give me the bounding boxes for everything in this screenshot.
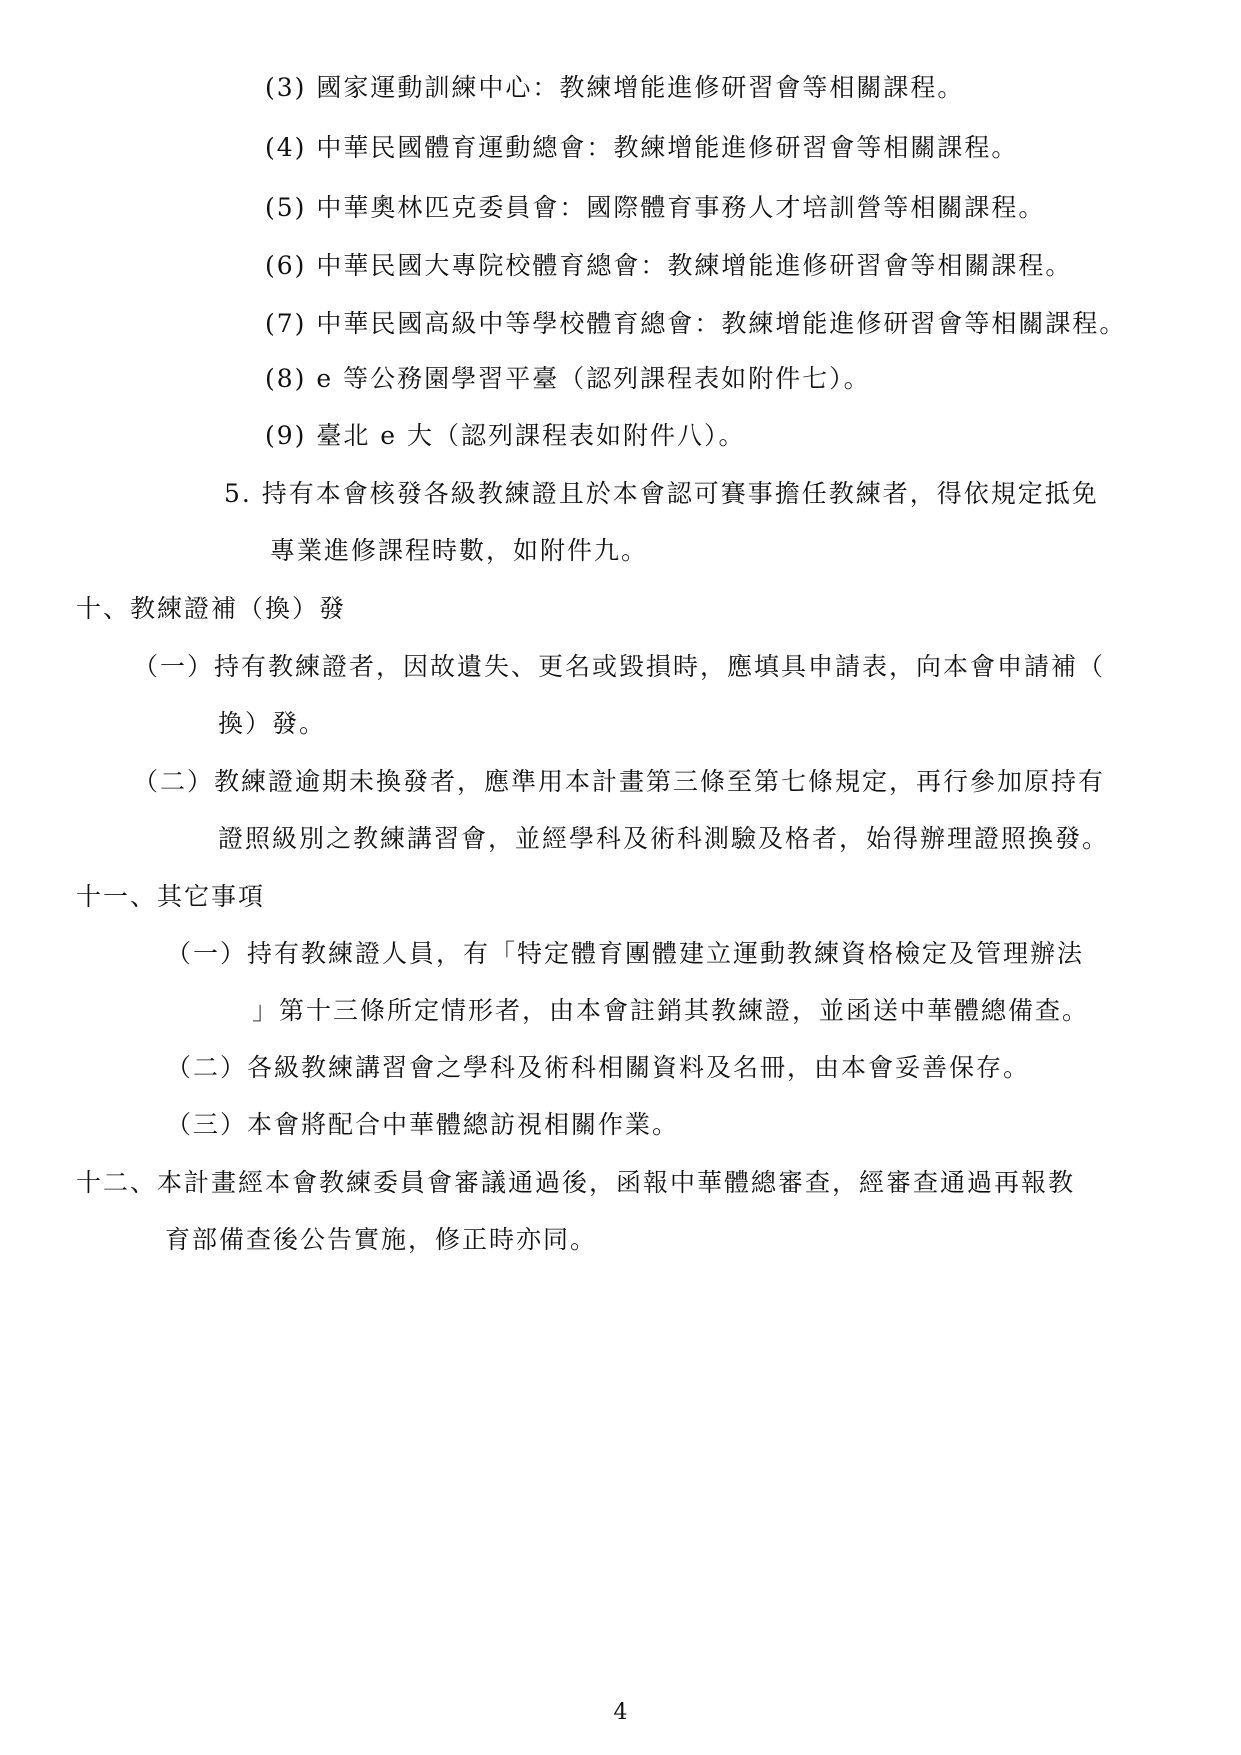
item-5-line-2: 專業進修課程時數，如附件九。 [270,536,649,565]
item-9: (9) 臺北 e 大（認列課程表如附件八）。 [265,421,746,450]
item-5-org: (5) 中華奧林匹克委員會：國際體育事務人才培訓營等相關課程。 [265,193,1046,222]
section-12-line-1: 十二、本計畫經本會教練委員會審議通過後，函報中華體總審查，經審查通過再報教 [76,1168,1076,1197]
section-10-sub-2-line-2: 證照級別之教練講習會，並經學科及術科測驗及格者，始得辦理證照換發。 [218,824,1110,853]
item-7: (7) 中華民國高級中等學校體育總會：教練增能進修研習會等相關課程。 [265,309,1127,338]
section-10-sub-1-line-2: 換）發。 [218,709,327,738]
item-3: (3) 國家運動訓練中心：教練增能進修研習會等相關課程。 [265,73,965,102]
section-11-sub-2: （二）各級教練講習會之學科及術科相關資料及名冊，由本會妥善保存。 [166,1053,1031,1082]
item-4: (4) 中華民國體育運動總會：教練增能進修研習會等相關課程。 [265,133,1019,162]
section-11-sub-3: （三）本會將配合中華體總訪視相關作業。 [166,1110,680,1139]
section-11-sub-1-line-2: 」第十三條所定情形者，由本會註銷其教練證，並函送中華體總備查。 [252,996,1090,1025]
item-6: (6) 中華民國大專院校體育總會：教練增能進修研習會等相關課程。 [265,251,1073,280]
item-5-line-1: 5. 持有本會核發各級教練證且於本會認可賽事擔任教練者，得依規定抵免 [224,479,1099,508]
item-8: (8) e 等公務園學習平臺（認列課程表如附件七）。 [265,364,871,393]
section-10-sub-2-line-1: （二）教練證逾期未換發者，應準用本計畫第三條至第七條規定，再行參加原持有 [133,767,1106,796]
section-12-line-2: 育部備查後公告實施，修正時亦同。 [165,1225,598,1254]
page-number: 4 [613,1700,628,1725]
section-11-title: 十一、其它事項 [76,882,266,911]
section-10-sub-1-line-1: （一）持有教練證者，因故遺失、更名或毀損時，應填具申請表，向本會申請補（ [133,652,1106,681]
section-10-title: 十、教練證補（換）發 [76,594,347,623]
section-11-sub-1-line-1: （一）持有教練證人員，有「特定體育團體建立運動教練資格檢定及管理辦法 [166,939,1085,968]
